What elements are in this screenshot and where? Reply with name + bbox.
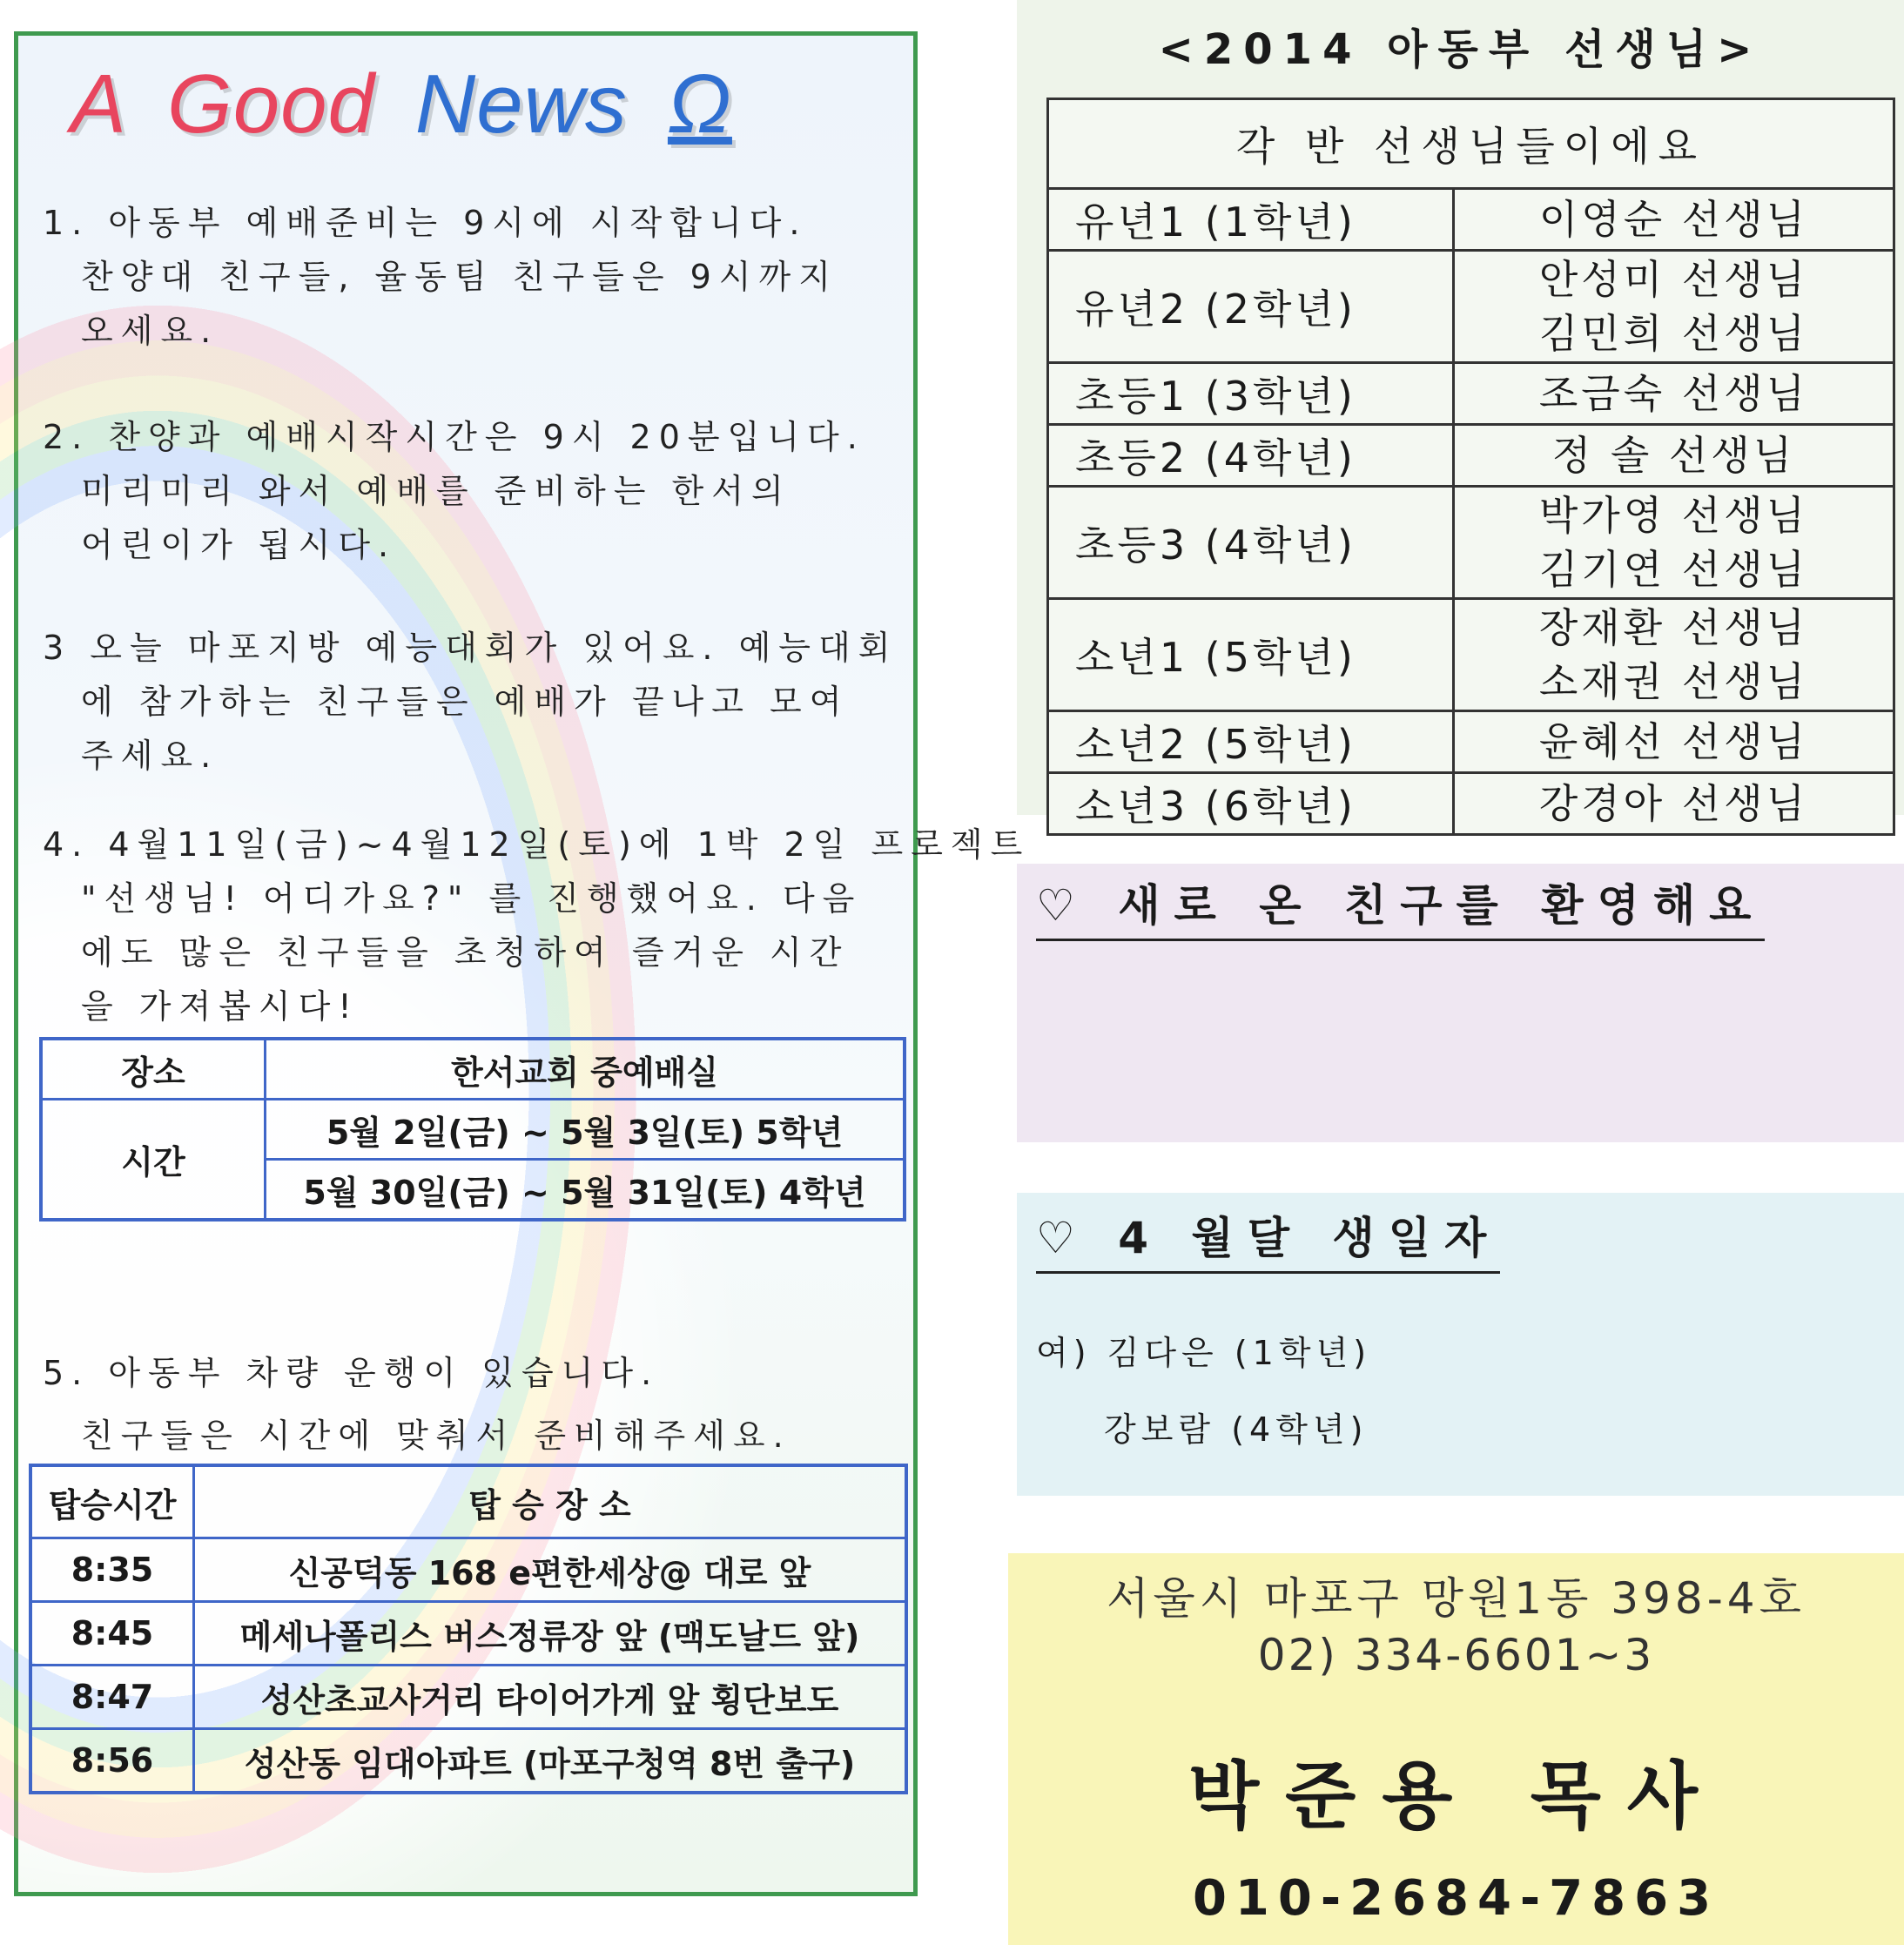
teacher-name: 박가영 선생님 <box>1538 492 1809 539</box>
list-item <box>1036 1315 1371 1391</box>
birthday-heading: ♡ 4 월달 생일자 <box>1036 1203 1500 1274</box>
bus-time: 8:56 <box>30 1729 194 1794</box>
pastor-name: 박준용 목사 <box>1188 1753 1724 1839</box>
teacher-name: 윤혜선 선생님 <box>1538 718 1809 765</box>
teacher-names <box>1454 425 1894 487</box>
notice-line: 에 참가하는 친구들은 예배가 끝나고 모여 <box>81 683 850 721</box>
bus-place-header: 탑 승 장 소 <box>194 1465 907 1538</box>
birthday-name: 김다은 (1학년) <box>1107 1334 1372 1372</box>
teachers-table <box>1046 98 1895 836</box>
notice-line: 4. 4월11일(금)~4월12일(토)에 1박 2일 프로젝트 <box>43 825 1031 864</box>
notice-line: 찬양대 친구들, 율동팀 친구들은 9시까지 <box>81 258 838 296</box>
church-address: 서울시 마포구 망원1동 398-4호 <box>1107 1573 1806 1624</box>
teachers-title: <2014 아동부 선생님> <box>1158 25 1763 74</box>
class-name: 초등2 (4학년) <box>1048 425 1454 487</box>
notice-line: 5. 아동부 차량 운행이 있습니다. <box>43 1354 660 1392</box>
class-name: 초등3 (4학년) <box>1048 487 1454 599</box>
notice-line: 3 오늘 마포지방 예능대회가 있어요. 예능대회 <box>43 629 898 667</box>
bus-place: 신공덕동 168 e편한세상@ 대로 앞 <box>194 1538 907 1602</box>
teacher-name: 이영순 선생님 <box>1538 196 1809 243</box>
teacher-names <box>1454 363 1894 425</box>
teacher-name: 김기연 선생님 <box>1538 546 1809 593</box>
notice-3 <box>43 621 913 783</box>
notice-line: 미리미리 와서 예배를 준비하는 한서의 <box>81 472 791 510</box>
church-phone: 02) 334-6601~3 <box>1257 1630 1655 1680</box>
bus-time: 8:35 <box>30 1538 194 1602</box>
time-label: 시간 <box>41 1100 266 1221</box>
teacher-name: 김민희 선생님 <box>1538 310 1809 357</box>
notice-line: 을 가져봅시다! <box>81 987 360 1026</box>
notice-line: "선생님! 어디가요?" 를 진행했어요. 다음 <box>81 879 863 918</box>
place-label: 장소 <box>41 1039 266 1100</box>
pastor-mobile: 010-2684-7863 <box>1192 1870 1720 1927</box>
bus-time: 8:45 <box>30 1602 194 1666</box>
bus-time-header: 탑승시간 <box>30 1465 194 1538</box>
teacher-name: 소재권 선생님 <box>1538 658 1809 705</box>
title-a: A <box>71 57 128 151</box>
table-row <box>1048 711 1894 773</box>
notice-line: 1. 아동부 예배준비는 9시에 시작합니다. <box>43 204 808 242</box>
place-value: 한서교회 중예배실 <box>266 1039 905 1100</box>
class-name: 소년2 (5학년) <box>1048 711 1454 773</box>
title-good: Good <box>167 57 375 151</box>
teacher-name: 정 솔 선생님 <box>1551 432 1796 479</box>
teacher-names <box>1454 189 1894 251</box>
table-row <box>1048 487 1894 599</box>
teacher-names <box>1454 251 1894 363</box>
welcome-heading: ♡ 새로 온 친구를 환영해요 <box>1036 871 1765 941</box>
table-row <box>30 1666 906 1729</box>
teacher-name: 안성미 선생님 <box>1538 256 1809 303</box>
class-name: 유년2 (2학년) <box>1048 251 1454 363</box>
teachers-caption: 각 반 선생님들이에요 <box>1048 99 1894 189</box>
bus-place: 메세나폴리스 버스정류장 앞 (맥도날드 앞) <box>194 1602 907 1666</box>
teacher-name: 장재환 선생님 <box>1538 604 1809 651</box>
event-place-table <box>39 1037 906 1222</box>
bus-place: 성산동 임대아파트 (마포구청역 8번 출구) <box>194 1729 907 1794</box>
birthday-prefix: 여) <box>1036 1334 1092 1372</box>
birthday-name: 강보람 (4학년) <box>1104 1410 1369 1449</box>
notice-line: 주세요. <box>81 737 219 775</box>
teacher-name: 강경아 선생님 <box>1538 780 1809 827</box>
list-item <box>1036 1391 1371 1468</box>
class-name: 소년1 (5학년) <box>1048 599 1454 711</box>
time-value: 5월 30일(금) ~ 5월 31일(토) 4학년 <box>266 1160 905 1221</box>
table-row <box>1048 599 1894 711</box>
teacher-names <box>1454 599 1894 711</box>
table-row <box>30 1538 906 1602</box>
notice-line: 2. 찬양과 예배시작시간은 9시 20분입니다. <box>43 418 865 456</box>
time-value: 5월 2일(금) ~ 5월 3일(토) 5학년 <box>266 1100 905 1160</box>
notice-4 <box>43 818 1031 1033</box>
teacher-name: 조금숙 선생님 <box>1538 370 1809 417</box>
table-row <box>1048 189 1894 251</box>
table-row <box>30 1602 906 1666</box>
bus-time: 8:47 <box>30 1666 194 1729</box>
title-news: News <box>414 57 628 151</box>
teacher-names <box>1454 487 1894 599</box>
newsletter-panel <box>14 31 1031 1896</box>
notice-5 <box>43 1342 913 1467</box>
bus-place: 성산초교사거리 타이어가게 앞 횡단보도 <box>194 1666 907 1729</box>
table-row <box>1048 425 1894 487</box>
teacher-names <box>1454 773 1894 835</box>
notice-line: 친구들은 시간에 맞춰서 준비해주세요. <box>81 1417 791 1455</box>
table-row <box>30 1729 906 1794</box>
notice-line: 어린이가 됩시다. <box>81 526 397 564</box>
table-row <box>1048 363 1894 425</box>
omega-icon: Ω <box>667 57 732 151</box>
table-row <box>1048 251 1894 363</box>
class-name: 유년1 (1학년) <box>1048 189 1454 251</box>
class-name: 소년3 (6학년) <box>1048 773 1454 835</box>
bus-schedule-table <box>29 1464 908 1794</box>
teacher-names <box>1454 711 1894 773</box>
birthday-list <box>1036 1315 1371 1468</box>
notice-1 <box>43 196 913 358</box>
newsletter-title <box>71 57 906 152</box>
notice-line: 에도 많은 친구들을 초청하여 즐거운 시간 <box>81 933 850 972</box>
notice-2 <box>43 410 913 572</box>
class-name: 초등1 (3학년) <box>1048 363 1454 425</box>
notice-line: 오세요. <box>81 312 219 350</box>
table-row <box>1048 773 1894 835</box>
